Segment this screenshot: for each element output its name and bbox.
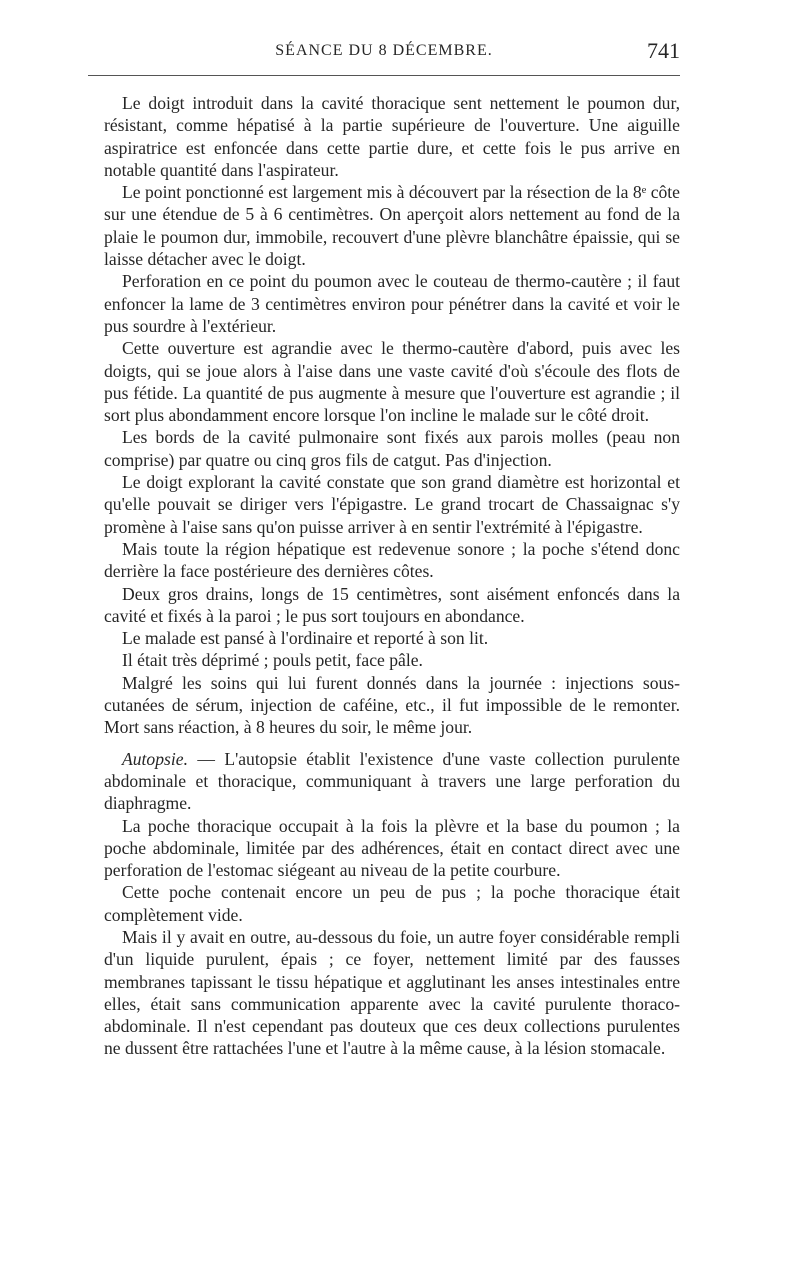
paragraph: Le malade est pansé à l'ordinaire et reporté à son lit.: [122, 628, 489, 649]
paragraph: Perforation en ce point du poumon avec le couteau de thermo-cautère ; il faut enfoncer la lame de 3 centimètres environ pour pénétrer dans la cavité et voir le pus sourdre à l'extérieur.: [104, 271, 680, 336]
paragraph: Il était très déprimé ; pouls petit, face pâle.: [122, 650, 423, 671]
body-text: [104, 92, 680, 1060]
autopsy-heading: Autopsie.: [122, 748, 188, 769]
paragraph: Le doigt explorant la cavité constate que son grand diamètre est horizontal et qu'elle pouvait se diriger vers l'épigastre. Le grand trocart de Chassaignac s'y promène à l'aise sans qu'on puisse arriver à en sentir l'extrémité à l'épigastre.: [104, 472, 680, 537]
paragraph: Mais toute la région hépatique est redevenue sonore ; la poche s'étend donc derrière la face postérieure des dernières côtes.: [104, 538, 680, 582]
paragraph: Cette poche contenait encore un peu de pus ; la poche thoracique était complètement vide.: [104, 882, 680, 925]
paragraph: Le doigt introduit dans la cavité thoracique sent nettement le poumon dur, résistant, comme hépatisé à la partie supérieure de l'ouverture. Une aiguille aspiratrice est enfoncée dans cette partie dure, et cette fois le pus arrive en notable quantité dans l'aspirateur.: [104, 93, 680, 180]
header-rule: [88, 75, 680, 76]
autopsy-text: — L'autopsie établit l'existence d'une vaste collection purulente abdominale et thoracique, communiquant à travers une large perforation du diaphragme.: [104, 748, 680, 814]
paragraph: Le point ponctionné est largement mis à découvert par la résection de la 8ᵉ côte sur une étendue de 5 à 6 centimètres. On aperçoit alors nettement au fond de la plaie le poumon dur, immobile, recouvert d'une plèvre blanchâtre épaissie, qui se laisse détacher avec le doigt.: [104, 182, 680, 270]
paragraph: Deux gros drains, longs de 15 centimètres, sont aisément enfoncés dans la cavité et fixés à la paroi ; le pus sort toujours en abondance.: [104, 583, 680, 626]
running-head: [88, 38, 680, 70]
page-number: 741: [647, 38, 680, 63]
paragraph: Cette ouverture est agrandie avec le thermo-cautère d'abord, puis avec les doigts, qui se joue alors à l'aise dans une vaste cavité d'où s'écoule des flots de pus fétide. La quantité de pus augmente à mesure que l'ouverture est agrandie ; il sort plus abondamment encore lorsque l'on incline le malade sur le côté droit.: [104, 338, 680, 426]
running-title: SÉANCE DU 8 DÉCEMBRE.: [275, 42, 493, 59]
paragraph: Les bords de la cavité pulmonaire sont fixés aux parois molles (peau non comprise) par quatre ou cinq gros fils de catgut. Pas d'injection.: [104, 427, 680, 470]
paragraph: Mais il y avait en outre, au-dessous du foie, un autre foyer considérable rempli d'un liquide purulent, épais ; ce foyer, nettement limité par des fausses membranes tapissant le tissu hépatique et agglutinant les anses intestinales entre elles, était sans communication apparente avec la cavité purulente thoraco-abdominale. Il n'est cependant pas douteux que ces deux collections purulentes ne dussent être rattachées l'une et l'autre à la même cause, à la lésion stomacale.: [104, 926, 680, 1059]
paragraph: Malgré les soins qui lui furent donnés dans la journée : injections sous-cutanées de sérum, injection de caféine, etc., il fut impossible de le remonter. Mort sans réaction, à 8 heures du soir, le même jour.: [104, 672, 680, 738]
paragraph: La poche thoracique occupait à la fois la plèvre et la base du poumon ; la poche abdominale, limitée par des adhérences, était en contact direct avec une perforation de l'estomac siégeant au niveau de la petite courbure.: [104, 815, 680, 881]
autopsy-paragraph: [104, 748, 680, 815]
